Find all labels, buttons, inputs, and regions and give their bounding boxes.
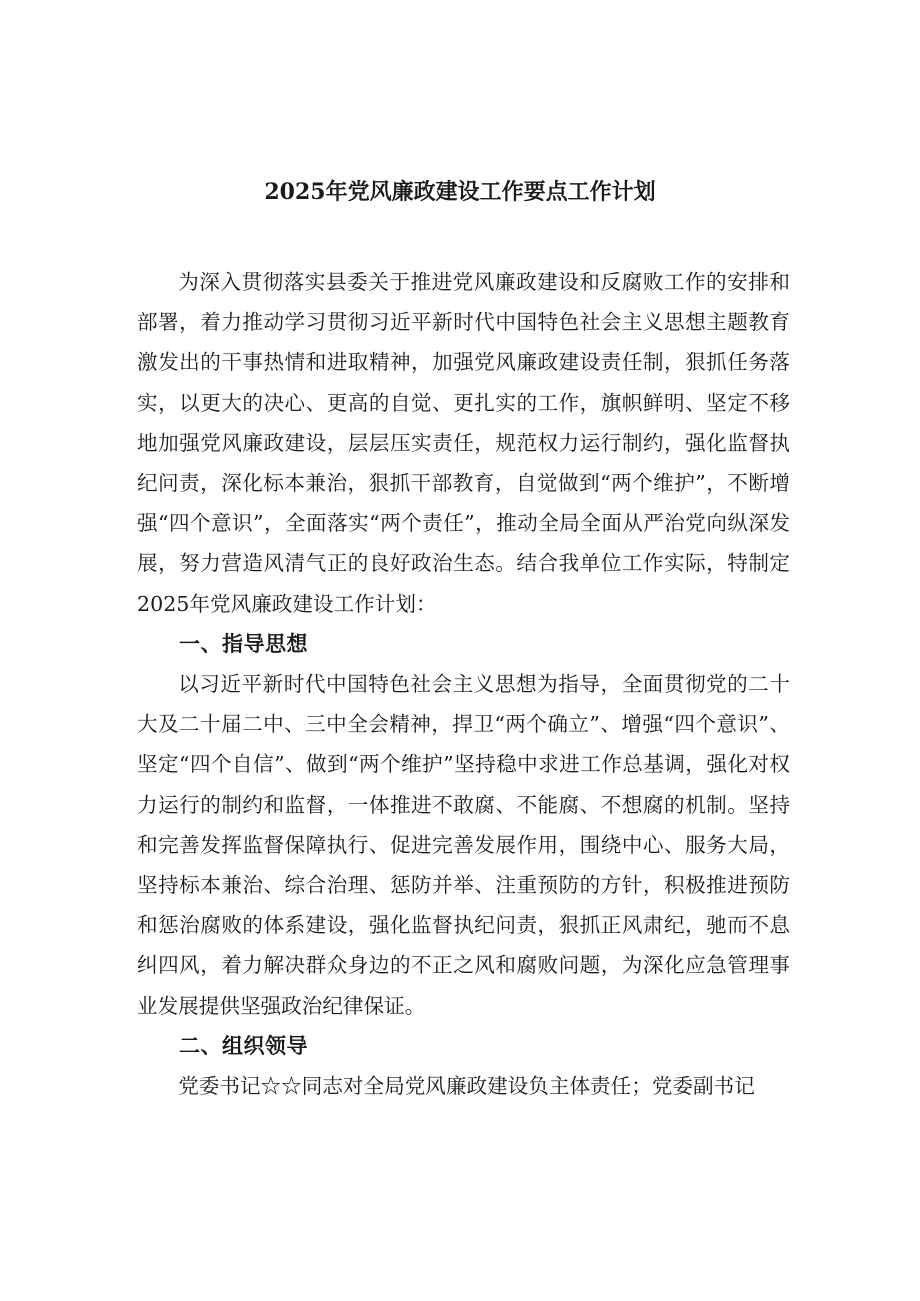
document-title: 2025年党风廉政建设工作要点工作计划 xyxy=(264,179,656,205)
section-heading-organization-leadership: 二、组织领导 xyxy=(179,1033,308,1058)
intro-paragraph: 为深入贯彻落实县委关于推进党风廉政建设和反腐败工作的安排和部署，着力推动学习贯彻习近平新时代中国特色社会主义思想主题教育激发出的干事热情和进取精神，加强党风廉政建设责任制，狠抓任务落实，以更大的决心、更高的自觉、更扎实的工作，旗帜鲜明、坚定不移地加强党风廉政建设，层层压实责任，规范权力运行制约，强化监督执纪问责，深化标本兼治，狠抓干部教育，自觉做到“两个维护”，不断增强“四个意识”，全面落实“两个责任”，推动全局全面从严治党向纵深发展，努力营造风清气正的良好政治生态。结合我单位工作实际，特制定2025年党风廉政建设工作计划： xyxy=(137,270,790,616)
section-paragraph-organization-leadership: 党委书记☆☆同志对全局党风廉政建设负主体责任；党委副书记 xyxy=(178,1074,755,1099)
section-heading-guiding-ideology: 一、指导思想 xyxy=(179,631,308,656)
document-body xyxy=(137,262,790,1106)
section-paragraph-guiding-ideology: 以习近平新时代中国特色社会主义思想为指导，全面贯彻党的二十大及二十届二中、三中全会精神，捍卫“两个确立”、增强“四个意识”、坚定“四个自信”、做到“两个维护”坚持稳中求进工作总基调，强化对权力运行的制约和监督，一体推进不敢腐、不能腐、不想腐的机制。坚持和完善发挥监督保障执行、促进完善发展作用，围绕中心、服务大局，坚持标本兼治、综合治理、惩防并举、注重预防的方针，积极推进预防和惩治腐败的体系建设，强化监督执纪问责，狠抓正风肃纪，驰而不息纠四风，着力解决群众身边的不正之风和腐败问题，为深化应急管理事业发展提供坚强政治纪律保证。 xyxy=(137,672,790,1018)
